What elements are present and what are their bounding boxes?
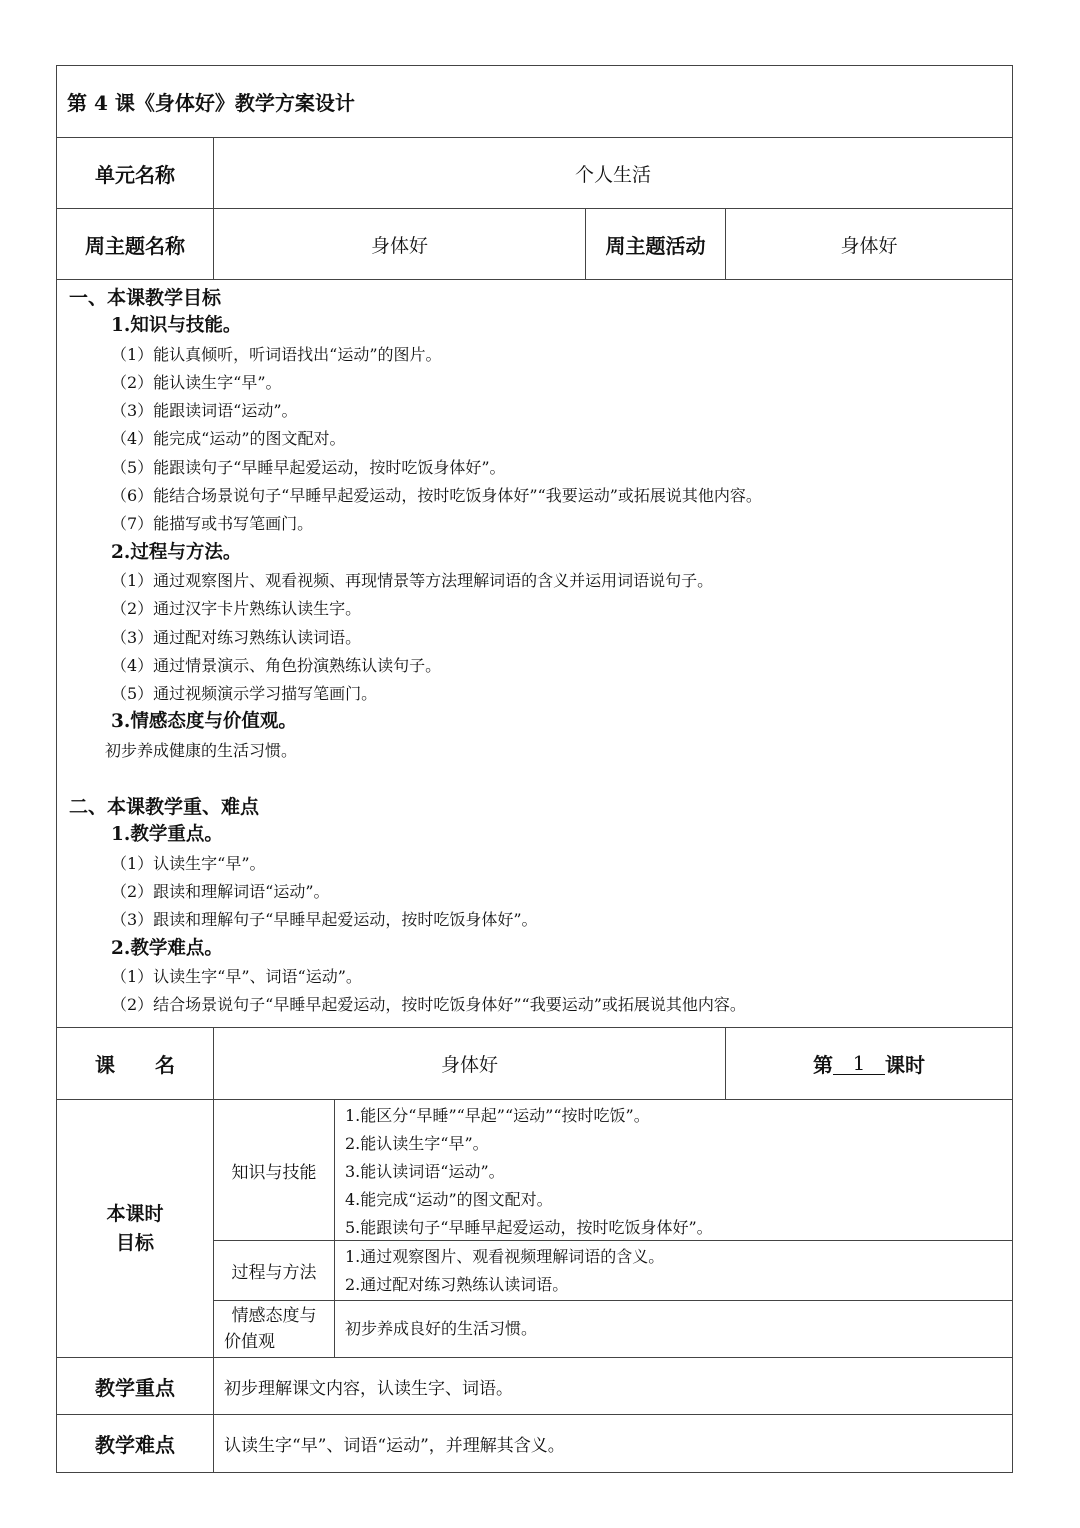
focus-value: 初步理解课文内容，认读生字、词语。 bbox=[224, 1378, 513, 1399]
focus-title: 1.教学重点。 bbox=[111, 824, 223, 846]
week-activity-label: 周主题活动 bbox=[586, 209, 726, 279]
process-item: （4）通过情景演示、角色扮演熟练认读句子。 bbox=[111, 655, 442, 675]
lesson-goals-label-line1: 本课时 bbox=[106, 1202, 164, 1225]
focus-row bbox=[57, 1358, 1012, 1415]
week-name-value: 身体好 bbox=[214, 209, 586, 279]
page-title: 第 4 课《身体好》教学方案设计 bbox=[67, 91, 355, 115]
lesson-name: 身体好 bbox=[214, 1028, 726, 1099]
objectives-section bbox=[57, 280, 1012, 1027]
goal-knowledge bbox=[214, 1100, 1012, 1241]
focus-item: （2）跟读和理解词语“运动”。 bbox=[111, 881, 330, 901]
goal-knowledge-item: 2.能认读生字“早”。 bbox=[345, 1134, 489, 1154]
lesson-goals-row bbox=[57, 1100, 1012, 1358]
goal-emotion-label-line1: 情感态度与 bbox=[231, 1306, 317, 1327]
goal-process bbox=[214, 1241, 1012, 1301]
process-item: （1）通过观察图片、观看视频、再现情景等方法理解词语的含义并运用词语说句子。 bbox=[111, 570, 714, 590]
emotion-title: 3.情感态度与价值观。 bbox=[111, 711, 297, 733]
lesson-period bbox=[726, 1028, 1012, 1099]
difficulty-item: （1）认读生字“早”、词语“运动”。 bbox=[111, 966, 362, 986]
focus-label: 教学重点 bbox=[57, 1358, 214, 1414]
lesson-row bbox=[57, 1028, 1012, 1100]
week-activity-value: 身体好 bbox=[840, 234, 898, 257]
knowledge-item: （6）能结合场景说句子“早睡早起爱运动，按时吃饭身体好”“我要运动”或拓展说其他内容。 bbox=[111, 486, 762, 506]
goal-emotion bbox=[214, 1301, 1012, 1357]
knowledge-item: （5）能跟读句子“早睡早起爱运动，按时吃饭身体好”。 bbox=[111, 457, 506, 477]
knowledge-item: （1）能认真倾听，听词语找出“运动”的图片。 bbox=[111, 344, 442, 364]
week-name-label: 周主题名称 bbox=[57, 209, 214, 279]
goal-knowledge-item: 1.能区分“早睡”“早起”“运动”“按时吃饭”。 bbox=[345, 1106, 650, 1126]
goal-knowledge-item: 4.能完成“运动”的图文配对。 bbox=[345, 1190, 553, 1210]
lesson-plan-table bbox=[56, 65, 1013, 1473]
goal-emotion-label bbox=[214, 1301, 335, 1357]
objectives-row bbox=[57, 280, 1012, 1028]
difficulty-row bbox=[57, 1415, 1012, 1472]
goal-process-label: 过程与方法 bbox=[214, 1241, 335, 1300]
lesson-goals-label bbox=[57, 1100, 214, 1357]
goal-knowledge-items bbox=[335, 1100, 1012, 1240]
focus-item: （3）跟读和理解句子“早睡早起爱运动，按时吃饭身体好”。 bbox=[111, 910, 538, 930]
unit-row bbox=[57, 138, 1012, 209]
goal-emotion-text: 初步养成良好的生活习惯。 bbox=[345, 1319, 538, 1339]
process-item: （5）通过视频演示学习描写笔画门。 bbox=[111, 684, 378, 704]
goal-knowledge-label: 知识与技能 bbox=[214, 1100, 335, 1240]
week-row bbox=[57, 209, 1012, 280]
unit-label: 单元名称 bbox=[57, 138, 214, 208]
process-item: （2）通过汉字卡片熟练认读生字。 bbox=[111, 599, 362, 619]
title-row bbox=[57, 66, 1012, 138]
knowledge-title: 1.知识与技能。 bbox=[111, 315, 242, 337]
process-item: （3）通过配对练习熟练认读词语。 bbox=[111, 627, 362, 647]
difficulty-label: 教学难点 bbox=[57, 1415, 214, 1472]
difficulty-item: （2）结合场景说句子“早睡早起爱运动，按时吃饭身体好”“我要运动”或拓展说其他内容。 bbox=[111, 995, 746, 1015]
goal-process-items bbox=[335, 1241, 1012, 1300]
knowledge-item: （3）能跟读词语“运动”。 bbox=[111, 401, 298, 421]
difficulty-value: 认读生字“早”、词语“运动”，并理解其含义。 bbox=[224, 1436, 565, 1457]
period-suffix: 课时 bbox=[885, 1053, 925, 1078]
goal-emotion-label-line2: 价值观 bbox=[224, 1332, 275, 1353]
difficulty-title: 2.教学难点。 bbox=[111, 937, 223, 959]
focus-item: （1）认读生字“早”。 bbox=[111, 853, 266, 873]
knowledge-item: （7）能描写或书写笔画门。 bbox=[111, 514, 314, 534]
knowledge-item: （4）能完成“运动”的图文配对。 bbox=[111, 429, 346, 449]
goal-knowledge-item: 3.能认读词语“运动”。 bbox=[345, 1162, 505, 1182]
unit-value: 个人生活 bbox=[574, 163, 651, 186]
spacer bbox=[69, 765, 1012, 793]
lesson-label: 课 名 bbox=[57, 1028, 214, 1099]
lesson-goals-detail bbox=[214, 1100, 1012, 1357]
lesson-goals-label-line2: 目标 bbox=[115, 1231, 154, 1254]
period-prefix: 第 bbox=[813, 1053, 833, 1078]
objectives-heading: 一、本课教学目标 bbox=[69, 287, 222, 309]
emotion-text: 初步养成健康的生活习惯。 bbox=[105, 740, 298, 760]
process-title: 2.过程与方法。 bbox=[111, 541, 242, 563]
goal-knowledge-item: 5.能跟读句子“早睡早起爱运动，按时吃饭身体好”。 bbox=[345, 1218, 713, 1238]
goal-process-item: 2.通过配对练习熟练认读词语。 bbox=[345, 1275, 569, 1295]
keypoints-heading: 二、本课教学重、难点 bbox=[69, 796, 260, 819]
knowledge-item: （2）能认读生字“早”。 bbox=[111, 372, 282, 392]
period-number: 1 bbox=[833, 1052, 885, 1075]
goal-process-item: 1.通过观察图片、观看视频理解词语的含义。 bbox=[345, 1247, 665, 1267]
